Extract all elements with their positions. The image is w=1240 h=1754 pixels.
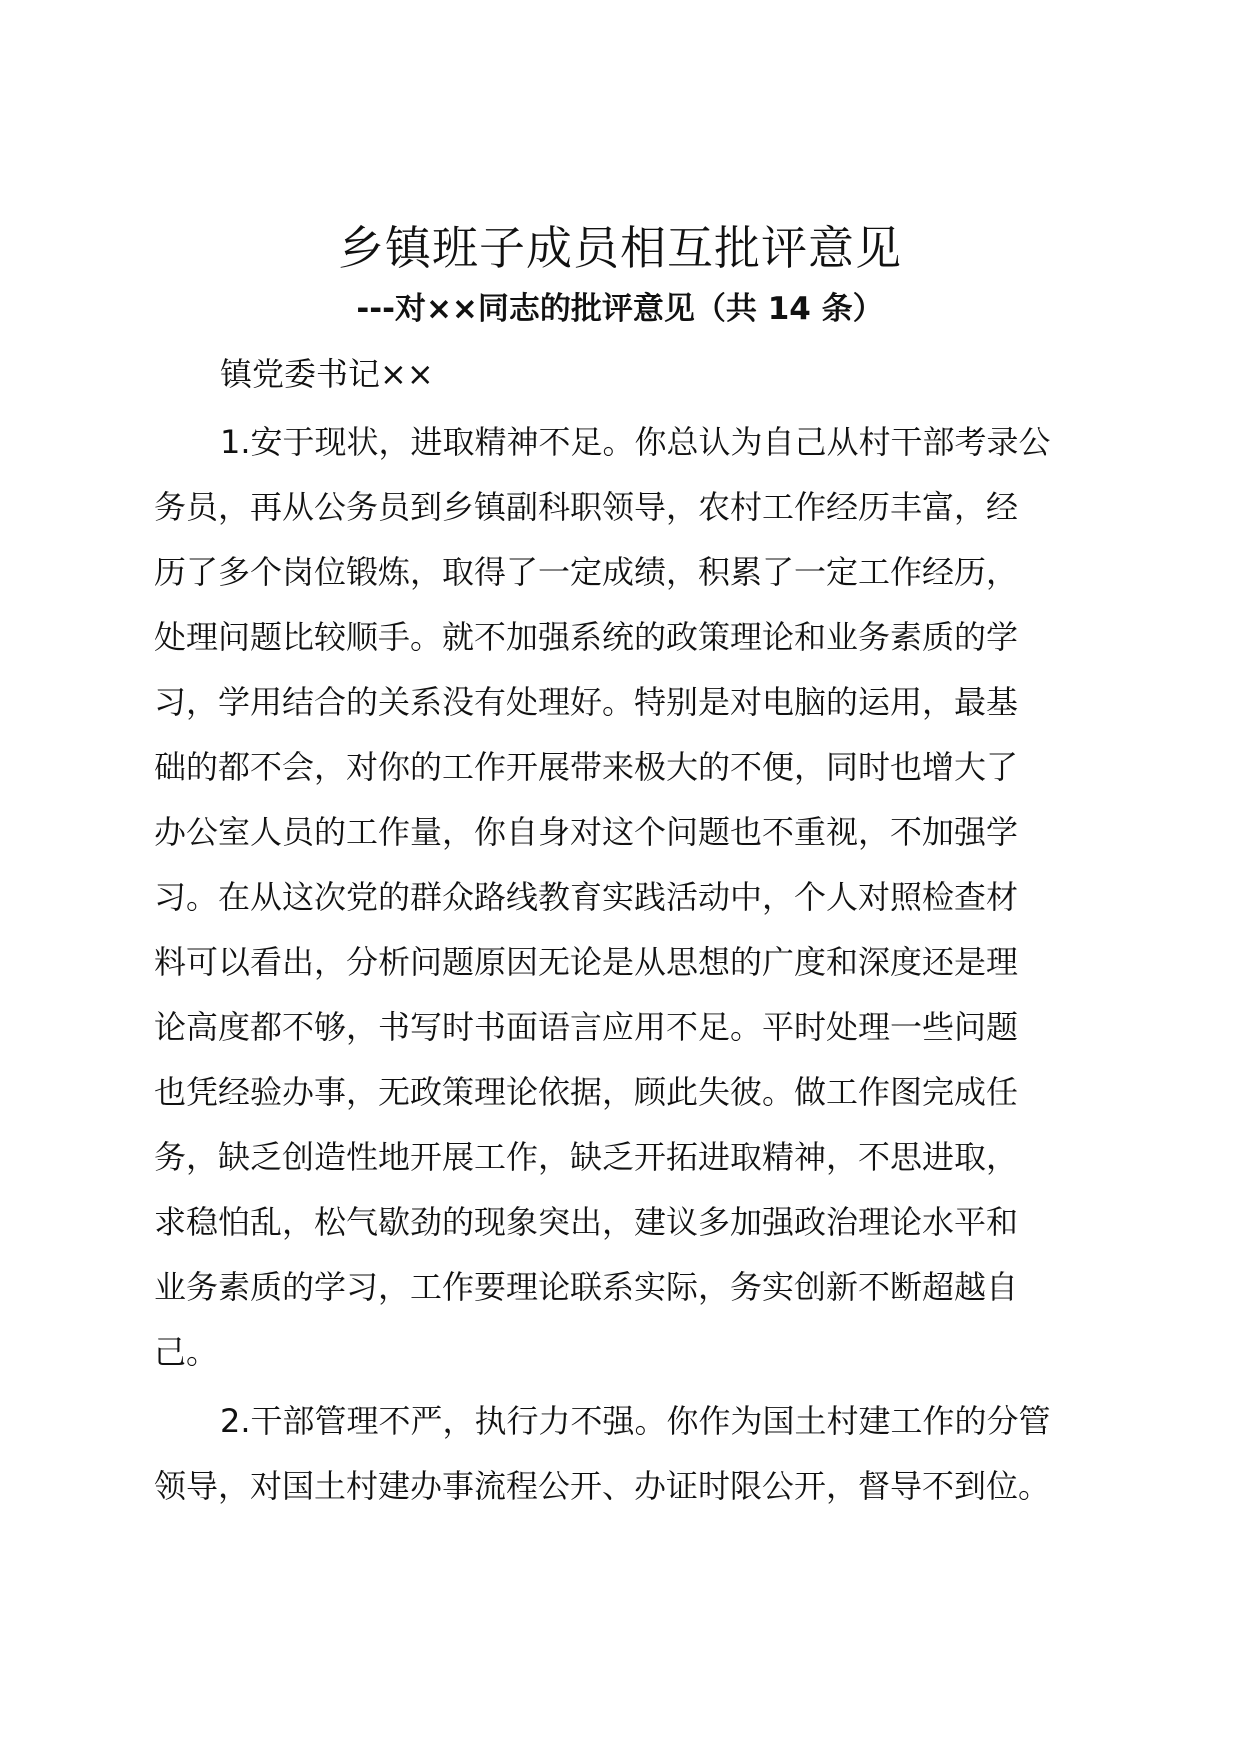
- document-title: 乡镇班子成员相互批评意见: [338, 221, 902, 275]
- paragraph-2: [154, 1389, 1094, 1519]
- paragraph-line: 础的都不会，对你的工作开展带来极大的不便，同时也增大了: [154, 748, 1019, 786]
- paragraph-line: 2.干部管理不严，执行力不强。你作为国土村建工作的分管: [220, 1402, 1051, 1440]
- paragraph-line: 论高度都不够，书写时书面语言应用不足。平时处理一些问题: [154, 1008, 1019, 1046]
- paragraph-line: 求稳怕乱，松气歇劲的现象突出，建议多加强政治理论水平和: [154, 1203, 1019, 1241]
- paragraph-line: 习。在从这次党的群众路线教育实践活动中，个人对照检查材: [154, 878, 1019, 916]
- paragraph-line: 务，缺乏创造性地开展工作，缺乏开拓进取精神，不思进取，: [154, 1138, 1019, 1176]
- paragraph-line: 领导，对国土村建办事流程公开、办证时限公开，督导不到位。: [154, 1467, 1051, 1505]
- paragraph-1: [154, 410, 1094, 1385]
- paragraph-line: 处理问题比较顺手。就不加强系统的政策理论和业务素质的学: [154, 618, 1019, 656]
- paragraph-line: 务员，再从公务员到乡镇副科职领导，农村工作经历丰富，经: [154, 488, 1019, 526]
- paragraph-line: 历了多个岗位锻炼，取得了一定成绩，积累了一定工作经历，: [154, 553, 1019, 591]
- paragraph-line: 办公室人员的工作量，你自身对这个问题也不重视，不加强学: [154, 813, 1019, 851]
- author-line: 镇党委书记××: [220, 355, 434, 393]
- paragraph-line: 习，学用结合的关系没有处理好。特别是对电脑的运用，最基: [154, 683, 1019, 721]
- paragraph-line: 也凭经验办事，无政策理论依据，顾此失彼。做工作图完成任: [154, 1073, 1019, 1111]
- document-subtitle: ---对××同志的批评意见（共 14 条）: [356, 291, 884, 327]
- paragraph-line: 业务素质的学习，工作要理论联系实际，务实创新不断超越自: [154, 1268, 1019, 1306]
- paragraph-line: 料可以看出，分析问题原因无论是从思想的广度和深度还是理: [154, 943, 1019, 981]
- paragraph-line: 1.安于现状，进取精神不足。你总认为自己从村干部考录公: [220, 423, 1051, 461]
- paragraph-line: 己。: [154, 1333, 219, 1371]
